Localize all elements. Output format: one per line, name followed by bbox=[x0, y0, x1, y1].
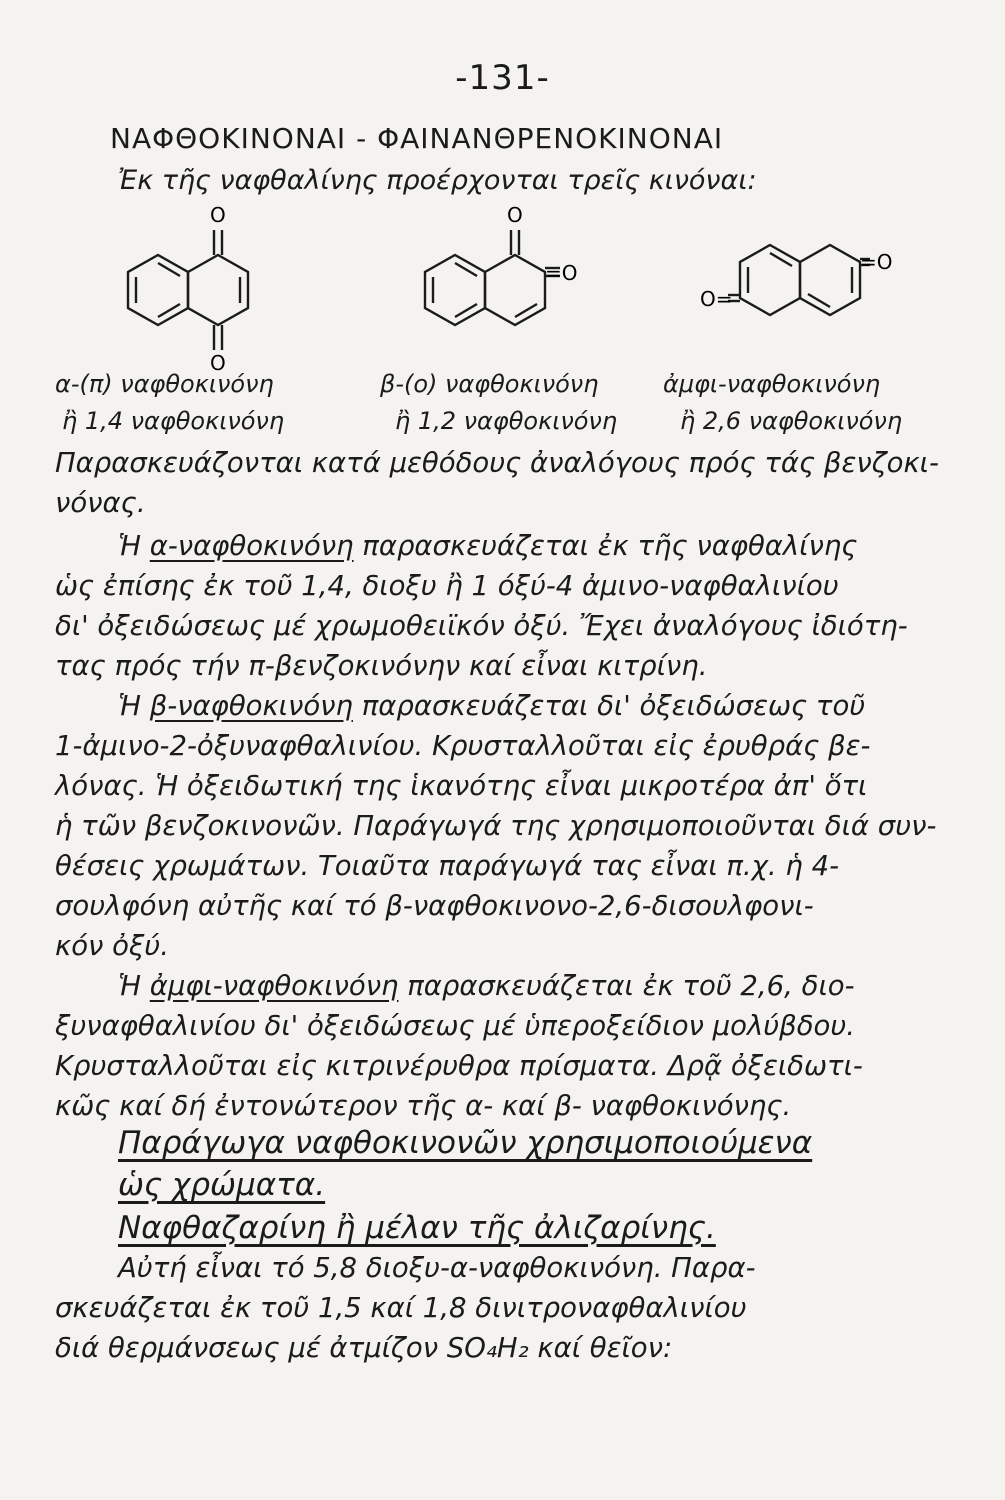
carbonyl-o-bottom: O bbox=[210, 351, 226, 375]
structure-alpha-naphthoquinone bbox=[108, 200, 268, 375]
amphi-naphthoquinone-drawing bbox=[700, 220, 900, 340]
text-line: ὡς ἐπίσης ἐκ τοῦ 1,4, διοξυ ἢ 1 όξύ-4 ἀμινο-ναφθαλινίου bbox=[55, 570, 839, 602]
label-amphi-line2: ἢ 2,6 ναφθοκινόνη bbox=[680, 407, 903, 435]
term-alpha-naphthoquinone: α-ναφθοκινόνη bbox=[149, 530, 354, 562]
para-rest: παρασκευάζεται δι' ὀξειδώσεως τοῦ bbox=[352, 690, 866, 722]
text-line: σουλφόνη αὐτῆς καί τό β-ναφθοκινονο-2,6-δισουλφονι- bbox=[55, 890, 814, 922]
text-line: θέσεις χρωμάτων. Τοιαῦτα παράγωγά τας εἶναι π.χ. ἡ 4- bbox=[55, 850, 840, 882]
para-lead: Ἡ bbox=[118, 690, 150, 722]
carbonyl-o-side: =O bbox=[545, 261, 578, 285]
para-rest: παρασκευάζεται ἐκ τοῦ 2,6, διο- bbox=[398, 970, 855, 1002]
structure-beta-naphthoquinone bbox=[405, 200, 605, 350]
para-rest: παρασκευάζεται ἐκ τῆς ναφθαλίνης bbox=[353, 530, 858, 562]
label-alpha-line1: α-(π) ναφθοκινόνη bbox=[55, 370, 274, 398]
text-line: σκευάζεται ἐκ τοῦ 1,5 καί 1,8 δινιτροναφθαλινίου bbox=[55, 1292, 747, 1324]
section-heading-derivatives-cont: ὡς χρώματα. bbox=[118, 1167, 326, 1203]
text-line: 1-ἀμινο-2-ὀξυναφθαλινίου. Κρυσταλλοῦται εἰς ἐρυθράς βε- bbox=[55, 730, 871, 762]
section-heading-derivatives: Παράγωγα ναφθοκινονῶν χρησιμοποιούμενα bbox=[118, 1125, 813, 1161]
structure-amphi-naphthoquinone bbox=[700, 220, 900, 340]
label-beta-line2: ἢ 1,2 ναφθοκινόνη bbox=[395, 407, 618, 435]
page-title: ΝΑΦΘΟΚΙΝΟΝΑΙ - ΦΑΙΝΑΝΘΡΕΝΟΚΙΝΟΝΑΙ bbox=[110, 122, 724, 155]
text-line: κῶς καί δή ἐντονώτερον τῆς α- καί β- ναφθοκινόνης. bbox=[55, 1090, 792, 1122]
text-line: δι' ὀξειδώσεως μέ χρωμοθειϊκόν ὀξύ. Ἔχει ἀναλόγους ἰδιότη- bbox=[55, 610, 908, 642]
text-line: λόνας. Ἡ ὀξειδωτική της ἱκανότης εἶναι μικροτέρα ἀπ' ὅτι bbox=[55, 770, 868, 802]
carbonyl-o-top: O bbox=[210, 203, 226, 227]
carbonyl-o-top: O bbox=[507, 203, 523, 227]
text-line: Παρασκευάζονται κατά μεθόδους ἀναλόγους πρός τάς βενζοκι- bbox=[55, 447, 939, 479]
page-number: -131- bbox=[455, 58, 550, 98]
text-line: ἡ τῶν βενζοκινονῶν. Παράγωγά της χρησιμοποιοῦνται διά συν- bbox=[55, 810, 937, 842]
text-line: ξυναφθαλινίου δι' ὀξειδώσεως μέ ὑπεροξείδιον μολύβδου. bbox=[55, 1010, 856, 1042]
text-line: Αὐτή εἶναι τό 5,8 διοξυ-α-ναφθοκινόνη. Παρα- bbox=[118, 1252, 756, 1284]
text-line: κόν ὀξύ. bbox=[55, 930, 169, 962]
section-heading-naphthazarin: Ναφθαζαρίνη ἢ μέλαν τῆς ἀλιζαρίνης. bbox=[118, 1210, 716, 1246]
term-beta-naphthoquinone: β-ναφθοκινόνη bbox=[149, 690, 353, 722]
para-lead: Ἡ bbox=[118, 970, 150, 1002]
label-beta-line1: β-(ο) ναφθοκινόνη bbox=[380, 370, 599, 398]
text-line: διά θερμάνσεως μέ ἀτμίζον SO₄H₂ καί θεῖον: bbox=[55, 1332, 673, 1364]
para-amphi-first-line bbox=[118, 970, 855, 1002]
text-line: Κρυσταλλοῦται εἰς κιτρινέρυθρα πρίσματα. Δρᾷ ὀξειδωτι- bbox=[55, 1050, 863, 1082]
beta-naphthoquinone-drawing bbox=[405, 200, 605, 350]
carbonyl-o-right: =O bbox=[860, 250, 893, 274]
label-alpha-line2: ἢ 1,4 ναφθοκινόνη bbox=[62, 407, 285, 435]
term-amphi-naphthoquinone: ἀμφι-ναφθοκινόνη bbox=[149, 970, 399, 1002]
intro-line: Ἐκ τῆς ναφθαλίνης προέρχονται τρεῖς κινόναι: bbox=[118, 165, 757, 196]
text-line: τας πρός τήν π-βενζοκινόνην καί εἶναι κιτρίνη. bbox=[55, 650, 708, 682]
para-alpha-first-line bbox=[118, 530, 857, 562]
para-lead: Ἡ bbox=[118, 530, 150, 562]
label-amphi-line1: ἀμφι-ναφθοκινόνη bbox=[663, 370, 881, 398]
alpha-naphthoquinone-drawing bbox=[108, 200, 268, 375]
text-line: νόνας. bbox=[55, 487, 146, 519]
para-beta-first-line bbox=[118, 690, 865, 722]
carbonyl-o-left: O= bbox=[700, 287, 733, 311]
